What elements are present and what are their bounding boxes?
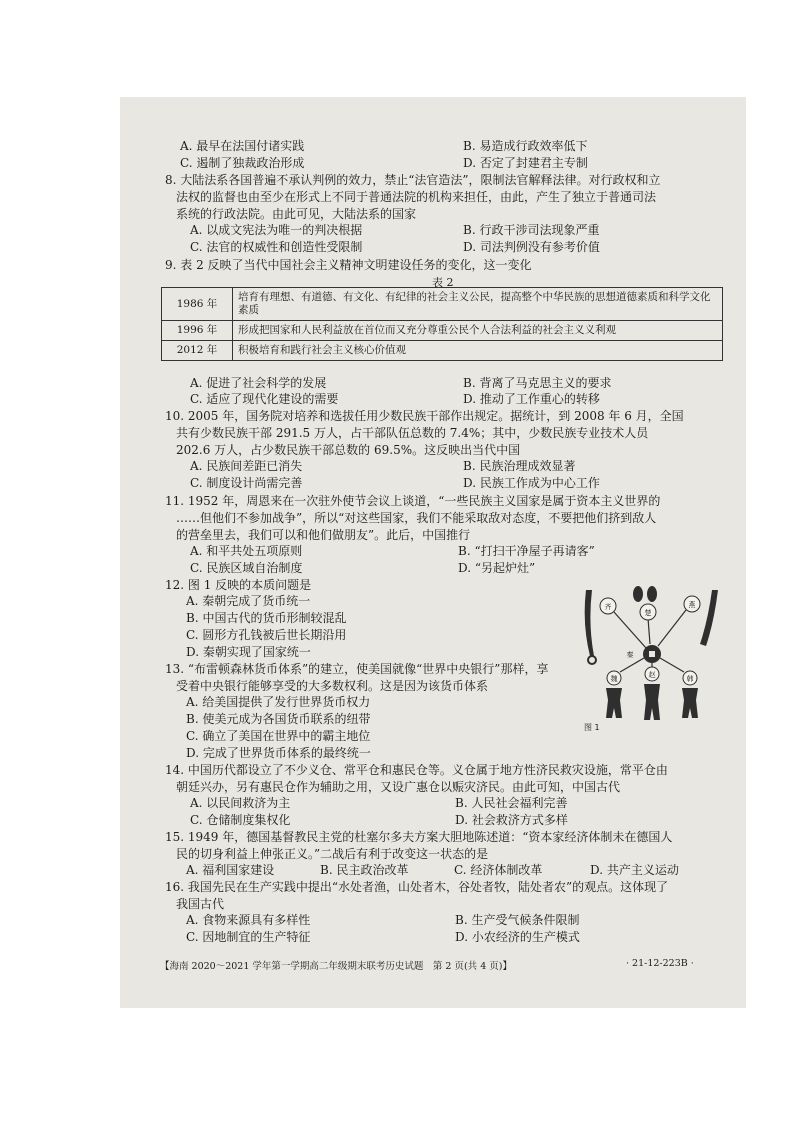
knife-coin-icon bbox=[585, 590, 594, 656]
q10-option-d: D. 民族工作成为中心工作 bbox=[463, 476, 600, 490]
state-label: 齐 bbox=[604, 603, 612, 611]
exam-page bbox=[120, 97, 746, 1008]
state-label: 魏 bbox=[610, 675, 618, 683]
q11-option-c: C. 民族区域自治制度 bbox=[190, 561, 303, 575]
table-row bbox=[162, 288, 723, 321]
q15-stem-line: 民的切身利益上伸张正义。”二战后有利于改变这一状态的是 bbox=[176, 847, 489, 861]
square-hole-icon bbox=[649, 651, 655, 657]
q12-option-d: D. 秦朝实现了国家统一 bbox=[186, 645, 311, 659]
q7-option-a: A. 最早在法国付诸实践 bbox=[180, 139, 305, 153]
ant-nose-coin-icon bbox=[647, 586, 657, 602]
q14-stem-line: 14. 中国历代都设立了不少义仓、常平仓和惠民仓等。义仓属于地方性济民救灾设施，常平仓由 bbox=[165, 763, 668, 777]
knife-coin-ring-icon bbox=[588, 656, 596, 664]
q16-option-a: A. 食物来源具有多样性 bbox=[186, 913, 311, 927]
figure-1-caption: 图 1 bbox=[584, 723, 600, 732]
q9-option-a: A. 促进了社会科学的发展 bbox=[190, 376, 327, 390]
arrow-icon bbox=[660, 658, 684, 672]
q11-option-b: B. “打扫干净屋子再请客” bbox=[458, 544, 595, 558]
q7-option-d: D. 否定了封建君主专制 bbox=[463, 156, 588, 170]
q11-stem-line: 的营垒里去，我们可以和他们做朋友”。此后，中国推行 bbox=[176, 528, 471, 542]
q15-option-a: A. 福利国家建设 bbox=[186, 863, 275, 877]
state-label: 赵 bbox=[648, 671, 656, 679]
q10-option-c: C. 制度设计尚需完善 bbox=[190, 476, 303, 490]
q16-option-b: B. 生产受气候条件限制 bbox=[455, 913, 580, 927]
table-year-cell: 2012 年 bbox=[162, 341, 233, 361]
q13-option-a: A. 给美国提供了发行世界货币权力 bbox=[186, 695, 371, 709]
q14-option-a: A. 以民间救济为主 bbox=[190, 796, 291, 810]
q9-stem: 9. 表 2 反映了当代中国社会主义精神文明建设任务的变化，这一变化 bbox=[165, 258, 532, 272]
table-row bbox=[162, 321, 723, 341]
q8-option-d: D. 司法判例没有参考价值 bbox=[463, 240, 600, 254]
q14-option-b: B. 人民社会福利完善 bbox=[455, 796, 568, 810]
q7-option-c: C. 遏制了独裁政治形成 bbox=[180, 156, 305, 170]
ant-nose-coin-icon bbox=[633, 586, 643, 602]
q8-option-a: A. 以成文宪法为唯一的判决根据 bbox=[190, 223, 363, 237]
table-row bbox=[162, 341, 723, 361]
qin-label: 秦 bbox=[626, 651, 634, 659]
q7-option-b: B. 易造成行政效率低下 bbox=[463, 139, 588, 153]
q16-option-c: C. 因地制宜的生产特征 bbox=[186, 930, 311, 944]
state-label: 韩 bbox=[686, 675, 694, 683]
arrow-icon bbox=[614, 612, 646, 648]
q8-stem-line: 8. 大陆法系各国普遍不承认判例的效力，禁止“法官造法”，限制法官解释法律。对行政权和立 bbox=[165, 173, 661, 187]
q10-stem-line: 202.6 万人，占少数民族干部总数的 69.5%。这反映出当代中国 bbox=[176, 443, 521, 457]
arrow-icon bbox=[658, 610, 686, 646]
table-year-cell: 1996 年 bbox=[162, 321, 233, 341]
q13-option-d: D. 完成了世界货币体系的最终统一 bbox=[186, 746, 371, 760]
q11-option-a: A. 和平共处五项原则 bbox=[190, 544, 303, 558]
figure-1-currency-diagram bbox=[580, 584, 730, 734]
q9-option-c: C. 适应了现代化建设的需要 bbox=[190, 392, 339, 406]
q8-option-c: C. 法官的权威性和创造性受限制 bbox=[190, 240, 363, 254]
arrow-icon bbox=[620, 658, 644, 672]
q15-option-d: D. 共产主义运动 bbox=[590, 863, 679, 877]
q8-stem-line: 系统的行政法院。由此可见，大陆法系的国家 bbox=[176, 207, 417, 221]
spade-coin-icon bbox=[606, 688, 622, 718]
q10-option-b: B. 民族治理成效显著 bbox=[463, 459, 576, 473]
q13-stem-line: 受着中央银行能够享受的大多数权利。这是因为该货币体系 bbox=[176, 679, 489, 693]
state-label: 楚 bbox=[644, 609, 652, 617]
table-text-cell: 培育有理想、有道德、有文化、有纪律的社会主义公民，提高整个中华民族的思想道德素质和科学文化素质 bbox=[233, 288, 723, 321]
q9-option-b: B. 背离了马克思主义的要求 bbox=[463, 376, 612, 390]
table-year-cell: 1986 年 bbox=[162, 288, 233, 321]
arrow-icon bbox=[648, 618, 650, 644]
q9-option-d: D. 推动了工作重心的转移 bbox=[463, 392, 600, 406]
q12-stem: 12. 图 1 反映的本质问题是 bbox=[165, 578, 312, 592]
knife-coin-icon bbox=[700, 590, 718, 646]
spade-coin-icon bbox=[682, 688, 698, 718]
q13-option-b: B. 使美元成为各国货币联系的纽带 bbox=[186, 712, 371, 726]
q15-stem-line: 15. 1949 年，德国基督教民主党的杜塞尔多夫方案大胆地陈述道：“资本家经济体制未在德国人 bbox=[165, 830, 673, 844]
q10-option-a: A. 民族间差距已消失 bbox=[190, 459, 303, 473]
q12-option-c: C. 圆形方孔钱被后世长期沿用 bbox=[186, 628, 347, 642]
q15-option-b: B. 民主政治改革 bbox=[320, 863, 409, 877]
q8-option-b: B. 行政干涉司法现象严重 bbox=[463, 223, 600, 237]
table-text-cell: 积极培育和践行社会主义核心价值观 bbox=[233, 341, 723, 361]
q12-option-a: A. 秦朝完成了货币统一 bbox=[186, 594, 311, 608]
table-2-caption: 表 2 bbox=[432, 276, 454, 289]
spade-coin-icon bbox=[644, 684, 660, 720]
table-text-cell: 形成把国家和人民利益放在首位而又充分尊重公民个人合法利益的社会主义义利观 bbox=[233, 321, 723, 341]
q12-option-b: B. 中国古代的货币形制较混乱 bbox=[186, 611, 347, 625]
q11-stem-line: 11. 1952 年，周恩来在一次驻外使节会议上谈道，“一些民族主义国家是属于资本主义世界的 bbox=[165, 494, 661, 508]
q14-stem-line: 朝廷兴办，另有惠民仓作为辅助之用，又设广惠仓以赈灾济民。由此可知，中国古代 bbox=[176, 780, 621, 794]
q15-option-c: C. 经济体制改革 bbox=[454, 863, 543, 877]
q14-option-c: C. 仓储制度集权化 bbox=[190, 813, 291, 827]
footer-code: · 21-12-223B · bbox=[626, 958, 694, 969]
q13-option-c: C. 确立了美国在世界中的霸主地位 bbox=[186, 729, 371, 743]
q8-stem-line: 法权的监督也由至少在形式上不同于普通法院的机构来担任，由此，产生了独立于普通司法 bbox=[176, 190, 657, 204]
q13-stem-line: 13. “布雷顿森林货币体系”的建立，使美国就像“世界中央银行”那样，享 bbox=[165, 662, 549, 676]
q10-stem-line: 共有少数民族干部 291.5 万人，占干部队伍总数的 7.4%；其中，少数民族专业技术人员 bbox=[176, 426, 649, 440]
q16-stem-line: 我国古代 bbox=[176, 897, 225, 911]
q16-option-d: D. 小农经济的生产模式 bbox=[455, 930, 580, 944]
q10-stem-line: 10. 2005 年，国务院对培养和选拔任用少数民族干部作出规定。据统计，到 2008 年 6 月，全国 bbox=[165, 409, 684, 423]
q11-stem-line: ……但他们不参加战争”，所以“对这些国家，我们不能采取敌对态度，不要把他们挤到敌人 bbox=[176, 511, 657, 525]
q14-option-d: D. 社会救济方式多样 bbox=[455, 813, 568, 827]
q16-stem-line: 16. 我国先民在生产实践中提出“水处者渔，山处者木，谷处者牧，陆处者农”的观点。这体现了 bbox=[165, 880, 669, 894]
state-label: 燕 bbox=[688, 601, 696, 609]
footer-exam-title: 【海南 2020～2021 学年第一学期高二年级期末联考历史试题 第 2 页(共 4 页)】 bbox=[160, 961, 512, 972]
table-2 bbox=[161, 287, 723, 361]
q11-option-d: D. “另起炉灶” bbox=[458, 561, 536, 575]
